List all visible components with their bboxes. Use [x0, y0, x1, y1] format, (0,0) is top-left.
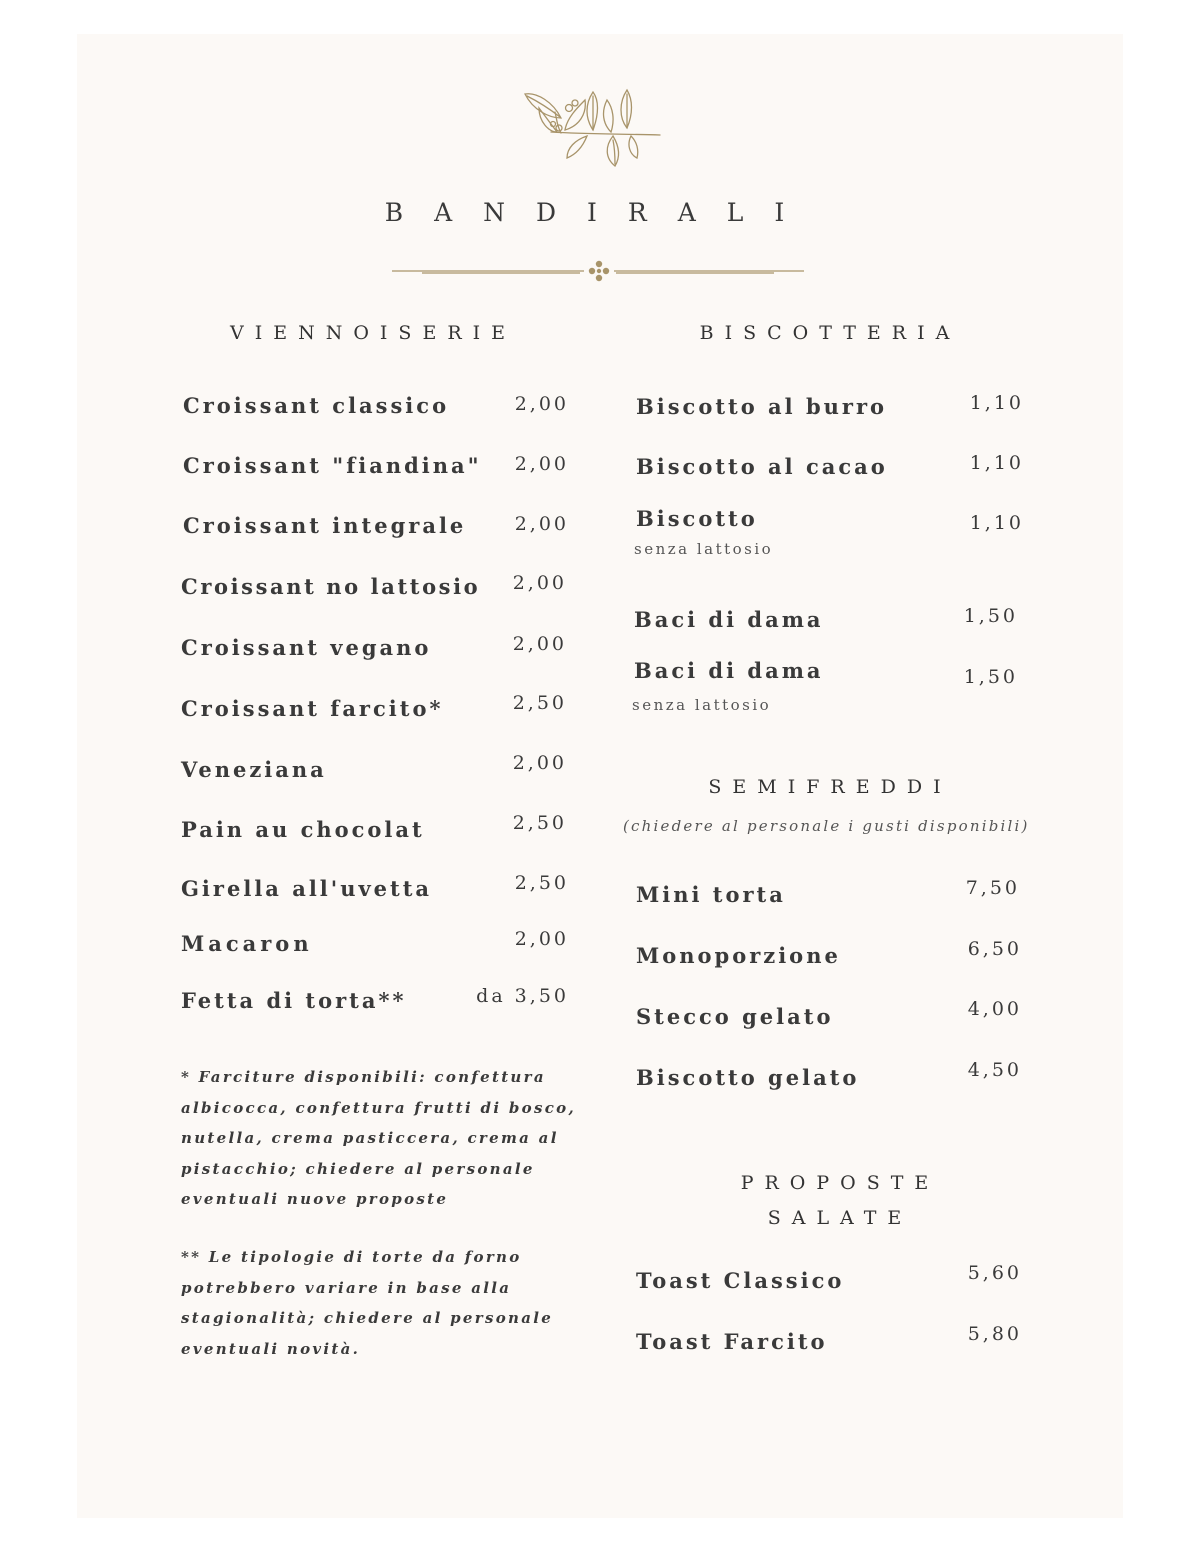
menu-item — [636, 394, 1024, 434]
item-price: 2,00 — [512, 572, 567, 594]
item-name: Pain au chocolat — [181, 817, 425, 842]
item-price: 2,00 — [514, 453, 569, 475]
biscotteria-title: BISCOTTERIA — [699, 322, 961, 344]
item-price: 2,50 — [514, 872, 569, 894]
brand-title: BANDIRALI — [384, 198, 816, 227]
menu-item — [634, 506, 1024, 558]
footnote-line: eventuali novità. — [181, 1339, 361, 1358]
item-price: 2,00 — [512, 752, 567, 774]
footnote-line: ** Le tipologie di torte da forno — [181, 1248, 522, 1266]
menu-item — [181, 635, 567, 675]
salate-title-line2: SALATE — [767, 1207, 913, 1229]
semifreddi-title: SEMIFREDDI — [708, 776, 952, 798]
menu-item — [183, 453, 569, 493]
footnote-fillings — [181, 1062, 576, 1215]
item-price: 5,60 — [967, 1262, 1022, 1284]
menu-item — [181, 574, 567, 614]
footnote-line: pistacchio; chiedere al personale — [181, 1159, 535, 1178]
item-name: Mini torta — [636, 882, 786, 907]
item-name: Macaron — [181, 931, 313, 956]
item-price: 1,10 — [969, 452, 1024, 474]
item-name: Monoporzione — [636, 943, 841, 968]
menu-item — [181, 872, 569, 916]
item-name: Croissant no lattosio — [181, 574, 481, 599]
item-name: Baci di dama — [634, 607, 824, 632]
item-name: Croissant farcito* — [181, 696, 444, 721]
footnote-cakes — [181, 1242, 561, 1364]
item-price: 7,50 — [965, 877, 1020, 899]
item-price: 1,50 — [963, 666, 1018, 688]
item-price: 1,10 — [969, 392, 1024, 414]
menu-item — [181, 752, 567, 797]
item-price: 2,00 — [514, 513, 569, 535]
item-name: Toast Classico — [636, 1268, 845, 1293]
menu-item — [183, 513, 569, 553]
item-price: 1,50 — [963, 605, 1018, 627]
item-price: 2,50 — [512, 692, 567, 714]
item-subtitle: senza lattosio — [634, 540, 774, 558]
menu-item — [181, 928, 569, 971]
item-subtitle: senza lattosio — [632, 696, 772, 714]
item-price: 2,50 — [512, 812, 567, 834]
footnote-line: * Farciture disponibili: confettura — [181, 1068, 546, 1086]
item-name: Girella all'uvetta — [181, 876, 433, 901]
item-name: Biscotto al burro — [636, 394, 888, 419]
item-price: da 3,50 — [476, 985, 569, 1007]
menu-item — [636, 998, 1022, 1044]
menu-item — [636, 454, 1024, 494]
menu-item — [632, 658, 1018, 714]
item-price: 6,50 — [967, 938, 1022, 960]
menu-item — [636, 1059, 1022, 1105]
olive-branch-icon — [523, 88, 663, 168]
viennoiserie-title: VIENNOISERIE — [230, 322, 516, 344]
menu-item — [636, 1262, 1022, 1308]
item-name: Biscotto — [636, 506, 758, 531]
item-price: 1,10 — [969, 512, 1024, 534]
footnote-line: potrebbero variare in base alla — [181, 1278, 512, 1297]
item-name: Croissant "fiandina" — [183, 453, 482, 478]
item-price: 2,00 — [512, 633, 567, 655]
footnote-line: stagionalità; chiedere al personale — [181, 1309, 554, 1327]
item-name: Biscotto al cacao — [636, 454, 888, 479]
footnote-line: eventuali nuove proposte — [181, 1190, 449, 1208]
menu-item — [183, 393, 569, 433]
footnote-line: albicocca, confettura frutti di bosco, — [181, 1098, 576, 1117]
item-price: 5,80 — [967, 1323, 1022, 1345]
menu-item — [636, 1323, 1022, 1369]
menu-item — [634, 607, 1018, 647]
item-name: Croissant vegano — [181, 635, 432, 660]
menu-item — [181, 812, 567, 857]
item-name: Biscotto gelato — [636, 1065, 860, 1090]
fleur-divider-icon — [392, 260, 804, 282]
item-price: 2,00 — [514, 928, 569, 950]
semifreddi-note: (chiedere al personale i gusti disponibili) — [623, 817, 1030, 835]
salate-title-line1: PROPOSTE — [740, 1172, 940, 1194]
item-name: Croissant integrale — [183, 513, 467, 538]
menu-item — [181, 985, 569, 1028]
item-price: 4,00 — [967, 998, 1022, 1020]
menu-item — [181, 692, 567, 736]
item-price: 2,00 — [514, 393, 569, 415]
menu-item — [636, 877, 1020, 922]
item-name: Fetta di torta** — [181, 988, 407, 1013]
item-name: Veneziana — [181, 757, 327, 782]
item-name: Baci di dama — [634, 658, 824, 683]
item-price: 4,50 — [967, 1059, 1022, 1081]
item-name: Toast Farcito — [636, 1329, 828, 1354]
footnote-line: nutella, crema pasticcera, crema al — [181, 1129, 559, 1147]
item-name: Croissant classico — [183, 393, 450, 418]
menu-item — [636, 938, 1022, 983]
item-name: Stecco gelato — [636, 1004, 834, 1029]
